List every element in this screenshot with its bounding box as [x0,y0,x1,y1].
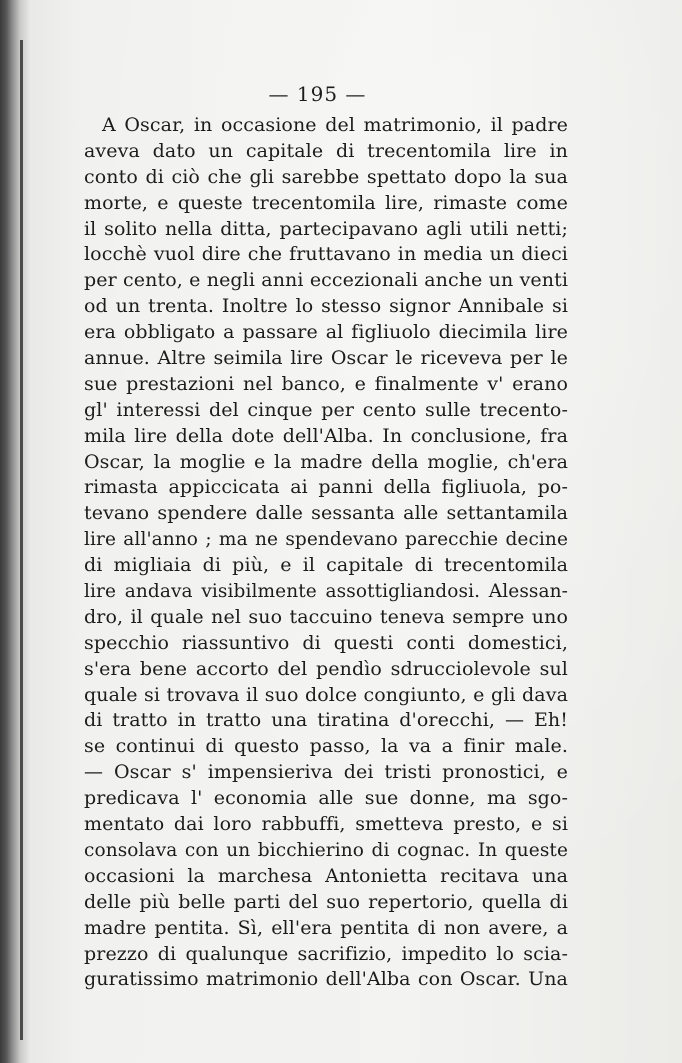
text-line: madre pentita. Sì, ell'era pentita di non avere, a [84,916,568,939]
text-line: aveva dato un capitale di trecentomila lire in [84,139,568,162]
text-line: tevano spendere dalle sessanta alle settantamila [84,502,568,525]
binding-edge [20,40,23,1040]
text-line: per cento, e negli anni eccezionali anche un venti [84,269,568,292]
text-line: guratissimo matrimonio dell'Alba con Oscar. Una [84,968,568,991]
text-line: annue. Altre seimila lire Oscar le riceveva per le [84,347,568,370]
text-line: Oscar, la moglie e la madre della moglie, ch'era [84,450,568,473]
text-line: di tratto in tratto una tiratina d'orecchi, — Eh! [84,709,568,732]
text-line: specchio riassuntivo di questi conti domestici, [84,631,568,654]
text-line: occasioni la marchesa Antonietta recitava una [84,864,568,887]
text-line: s'era bene accorto del pendìo sdrucciolevole sul [84,657,568,680]
text-line: prezzo di qualunque sacrifizio, impedito lo scia- [84,942,568,965]
text-line: delle più belle parti del suo repertorio, quella di [84,890,568,913]
text-line: dro, il quale nel suo taccuino teneva sempre uno [84,605,568,628]
text-line: mila lire della dote dell'Alba. In conclusione, fra [84,424,568,447]
text-line: il solito nella ditta, partecipavano agli utili netti; [84,217,568,240]
text-line: od un trenta. Inoltre lo stesso signor Annibale si [84,295,568,318]
text-line: locchè vuol dire che fruttavano in media un dieci [84,243,568,266]
text-line: mentato dai loro rabbuffi, smetteva presto, e si [84,813,568,836]
text-line: di migliaia di più, e il capitale di trecentomila [84,554,568,577]
text-line: rimasta appiccicata ai panni della figliuola, po- [84,476,568,499]
book-spine-shadow [0,0,30,1063]
text-line: se continui di questo passo, la va a finir male. [84,735,568,758]
body-text [84,113,568,993]
text-line: quale si trovava il suo dolce congiunto, e gli dava [84,683,568,706]
text-line: conto di ciò che gli sarebbe spettato dopo la sua [84,165,568,188]
text-line: predicava l' economia alle sue donne, ma sgo- [84,787,568,810]
text-line: A Oscar, in occasione del matrimonio, il padre [102,114,568,136]
page-number: — 195 — [268,82,367,106]
text-line: era obbligato a passare al figliuolo diecimila lire [84,321,568,344]
text-line: lire andava visibilmente assottigliandosi. Alessan- [84,581,568,603]
text-line: — Oscar s' impensieriva dei tristi pronostici, e [84,761,568,784]
text-line: consolava con un bicchierino di cognac. In queste [84,839,568,861]
text-line: morte, e queste trecentomila lire, rimaste come [84,191,568,214]
text-line: gl' interessi del cinque per cento sulle trecento- [84,398,568,421]
text-line: sue prestazioni nel banco, e finalmente v' erano [84,372,568,395]
text-line: lire all'anno ; ma ne spendevano parecchie decine [84,529,568,551]
